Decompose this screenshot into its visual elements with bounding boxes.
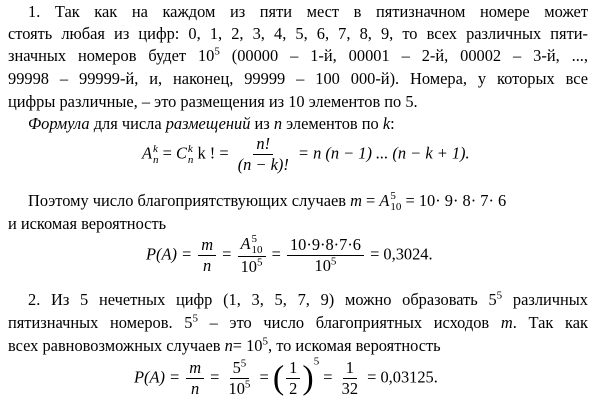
formula-probability-1: P(A) = $\frac{m}{n}$ = A 5 10 $10^5$ = $\frac{10\cdot 9\cdot 8\cdot 7\cdot 6}{10^5}$ = 0,3024. [146,233,433,277]
para3-line2: пятизначных номеров. $5^5$ – это число благоприятных исходов m. Так как [8,312,588,332]
para1-line1: 1. Так как на каждом из пяти мест в пятизначном номере может [28,2,588,21]
formula-probability-2: P(A) = $\frac{m}{n}$ = $\frac{5^5}{10^5}$ = ( $\frac{1}{2}$ )$^5$ = $\frac{1}{32}$ = 0,03125. [134,355,438,398]
para2-line1: Поэтому число благоприятствующих случаев m = A 5 10 = 10· 9· 8· 7· 6 [28,190,507,214]
formula-arrangements: A k n = C k n k ! = $\frac{n!}{(n - k)!}$ = n (n − 1) ... (n − k + 1). [142,134,470,174]
para1-line2: стоять любая из цифр: 0, 1, 2, 3, 4, 5, 6, 7, 8, 9, то всех различных пяти- [8,24,588,43]
para1-line4: 99998 – 99999-й, и, наконец, 99999 – 100 000-й). Номера, у которых все [8,69,588,88]
para1-line3: значных номеров будет $10^5$ (00000 – 1-й, 00001 – 2-й, 00002 – 3-й, ..., [8,45,588,65]
para1-line5: цифры различные, – это размещения из 10 элементов по 5. [8,92,418,111]
formula-definition-line: Формула для числа размещений из n элементов по k: [28,114,395,133]
para3-line1: 2. Из 5 нечетных цифр (1, 3, 5, 7, 9) можно образовать $5^5$ различных [28,289,588,309]
para2-line2: и искомая вероятность [8,214,167,233]
para3-line3: всех равновозможных случаев $n= 10^5$, то искомая вероятность [8,335,441,355]
